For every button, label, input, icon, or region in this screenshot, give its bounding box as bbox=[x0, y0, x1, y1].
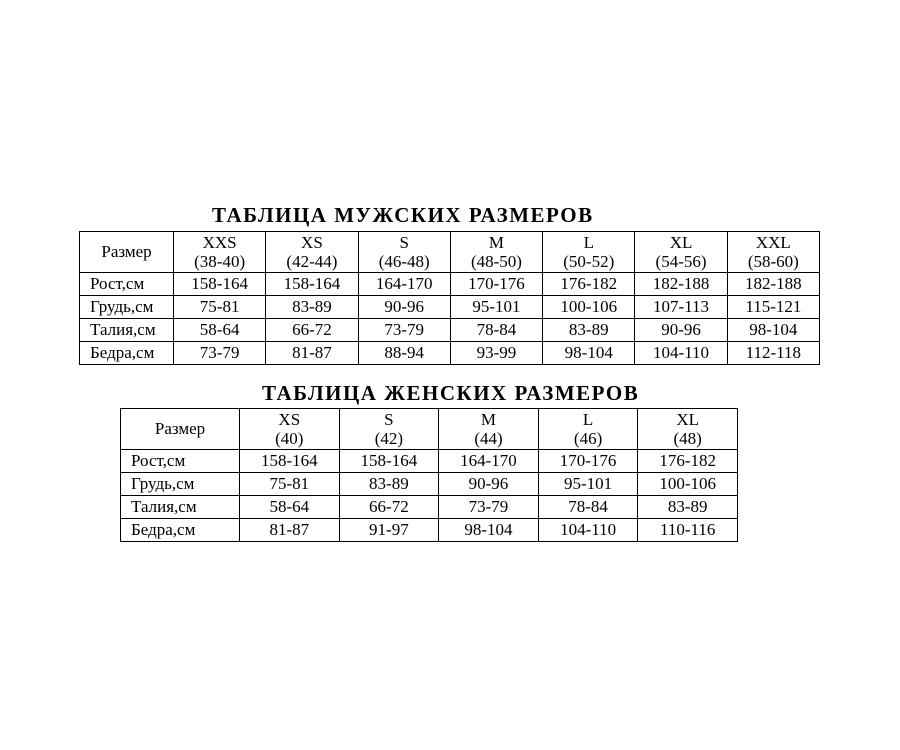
value-cell: 104-110 bbox=[538, 519, 638, 542]
size-code: XXL bbox=[755, 233, 791, 252]
value-cell: 78-84 bbox=[538, 496, 638, 519]
measurement-row bbox=[80, 319, 820, 342]
size-code: M bbox=[488, 233, 505, 252]
column-header-xxs bbox=[174, 232, 266, 273]
value-cell: 90-96 bbox=[439, 473, 539, 496]
size-range: (50-52) bbox=[563, 252, 615, 271]
column-header-s bbox=[339, 409, 439, 450]
size-code: L bbox=[583, 233, 594, 252]
value-cell: 75-81 bbox=[174, 296, 266, 319]
column-header-m bbox=[450, 232, 542, 273]
value-cell: 176-182 bbox=[638, 450, 738, 473]
value-cell: 115-121 bbox=[727, 296, 819, 319]
column-header-xs bbox=[266, 232, 358, 273]
value-cell: 98-104 bbox=[727, 319, 819, 342]
size-code: XXS bbox=[202, 233, 237, 252]
column-header-s bbox=[358, 232, 450, 273]
value-cell: 66-72 bbox=[266, 319, 358, 342]
size-range: (48) bbox=[673, 429, 702, 448]
value-cell: 90-96 bbox=[358, 296, 450, 319]
row-label: Грудь,см bbox=[80, 296, 174, 319]
women-size-table bbox=[120, 408, 738, 542]
size-range: (46-48) bbox=[378, 252, 430, 271]
size-code: XS bbox=[278, 410, 301, 429]
value-cell: 83-89 bbox=[543, 319, 635, 342]
row-label: Талия,см bbox=[80, 319, 174, 342]
men-table-title: ТАБЛИЦА МУЖСКИХ РАЗМЕРОВ bbox=[212, 203, 594, 227]
measurement-row bbox=[121, 473, 738, 496]
value-cell: 93-99 bbox=[450, 342, 542, 365]
column-header-xxl bbox=[727, 232, 819, 273]
measurement-row bbox=[80, 342, 820, 365]
row-label: Бедра,см bbox=[80, 342, 174, 365]
value-cell: 95-101 bbox=[538, 473, 638, 496]
value-cell: 90-96 bbox=[635, 319, 727, 342]
size-range: (38-40) bbox=[194, 252, 246, 271]
row-label: Талия,см bbox=[121, 496, 240, 519]
value-cell: 83-89 bbox=[266, 296, 358, 319]
column-header-l bbox=[538, 409, 638, 450]
measurement-row bbox=[80, 296, 820, 319]
measurement-row bbox=[121, 450, 738, 473]
value-cell: 66-72 bbox=[339, 496, 439, 519]
value-cell: 88-94 bbox=[358, 342, 450, 365]
value-cell: 164-170 bbox=[358, 273, 450, 296]
corner-size-label: Размер bbox=[121, 409, 240, 450]
value-cell: 176-182 bbox=[543, 273, 635, 296]
value-cell: 107-113 bbox=[635, 296, 727, 319]
value-cell: 170-176 bbox=[450, 273, 542, 296]
size-range: (44) bbox=[474, 429, 503, 448]
size-range: (58-60) bbox=[747, 252, 799, 271]
value-cell: 158-164 bbox=[266, 273, 358, 296]
men-size-table bbox=[79, 231, 820, 365]
size-code: S bbox=[399, 233, 409, 252]
size-code: S bbox=[384, 410, 394, 429]
row-label: Рост,см bbox=[121, 450, 240, 473]
value-cell: 58-64 bbox=[240, 496, 340, 519]
value-cell: 98-104 bbox=[543, 342, 635, 365]
size-range: (48-50) bbox=[470, 252, 522, 271]
row-label: Рост,см bbox=[80, 273, 174, 296]
women-table-title: ТАБЛИЦА ЖЕНСКИХ РАЗМЕРОВ bbox=[262, 381, 640, 405]
size-range: (54-56) bbox=[655, 252, 707, 271]
value-cell: 73-79 bbox=[439, 496, 539, 519]
size-range: (42-44) bbox=[286, 252, 338, 271]
value-cell: 58-64 bbox=[174, 319, 266, 342]
value-cell: 100-106 bbox=[638, 473, 738, 496]
column-header-m bbox=[439, 409, 539, 450]
value-cell: 95-101 bbox=[450, 296, 542, 319]
value-cell: 170-176 bbox=[538, 450, 638, 473]
value-cell: 81-87 bbox=[240, 519, 340, 542]
value-cell: 98-104 bbox=[439, 519, 539, 542]
column-header-xl bbox=[635, 232, 727, 273]
row-label: Грудь,см bbox=[121, 473, 240, 496]
value-cell: 158-164 bbox=[339, 450, 439, 473]
corner-size-label: Размер bbox=[80, 232, 174, 273]
header-row bbox=[80, 232, 820, 273]
value-cell: 75-81 bbox=[240, 473, 340, 496]
size-code: XL bbox=[676, 410, 700, 429]
measurement-row bbox=[80, 273, 820, 296]
value-cell: 182-188 bbox=[727, 273, 819, 296]
value-cell: 164-170 bbox=[439, 450, 539, 473]
value-cell: 83-89 bbox=[638, 496, 738, 519]
row-label: Бедра,см bbox=[121, 519, 240, 542]
value-cell: 73-79 bbox=[358, 319, 450, 342]
size-range: (40) bbox=[275, 429, 304, 448]
value-cell: 110-116 bbox=[638, 519, 738, 542]
size-code: M bbox=[480, 410, 497, 429]
measurement-row bbox=[121, 519, 738, 542]
size-range: (46) bbox=[573, 429, 603, 448]
column-header-xs bbox=[240, 409, 340, 450]
value-cell: 73-79 bbox=[174, 342, 266, 365]
column-header-xl bbox=[638, 409, 738, 450]
size-code: XL bbox=[669, 233, 693, 252]
value-cell: 112-118 bbox=[727, 342, 819, 365]
header-row bbox=[121, 409, 738, 450]
size-code: L bbox=[582, 410, 594, 429]
value-cell: 104-110 bbox=[635, 342, 727, 365]
size-range: (42) bbox=[374, 429, 404, 448]
measurement-row bbox=[121, 496, 738, 519]
column-header-l bbox=[543, 232, 635, 273]
value-cell: 100-106 bbox=[543, 296, 635, 319]
value-cell: 182-188 bbox=[635, 273, 727, 296]
value-cell: 83-89 bbox=[339, 473, 439, 496]
value-cell: 78-84 bbox=[450, 319, 542, 342]
value-cell: 91-97 bbox=[339, 519, 439, 542]
value-cell: 81-87 bbox=[266, 342, 358, 365]
value-cell: 158-164 bbox=[240, 450, 340, 473]
value-cell: 158-164 bbox=[174, 273, 266, 296]
size-code: XS bbox=[301, 233, 323, 252]
